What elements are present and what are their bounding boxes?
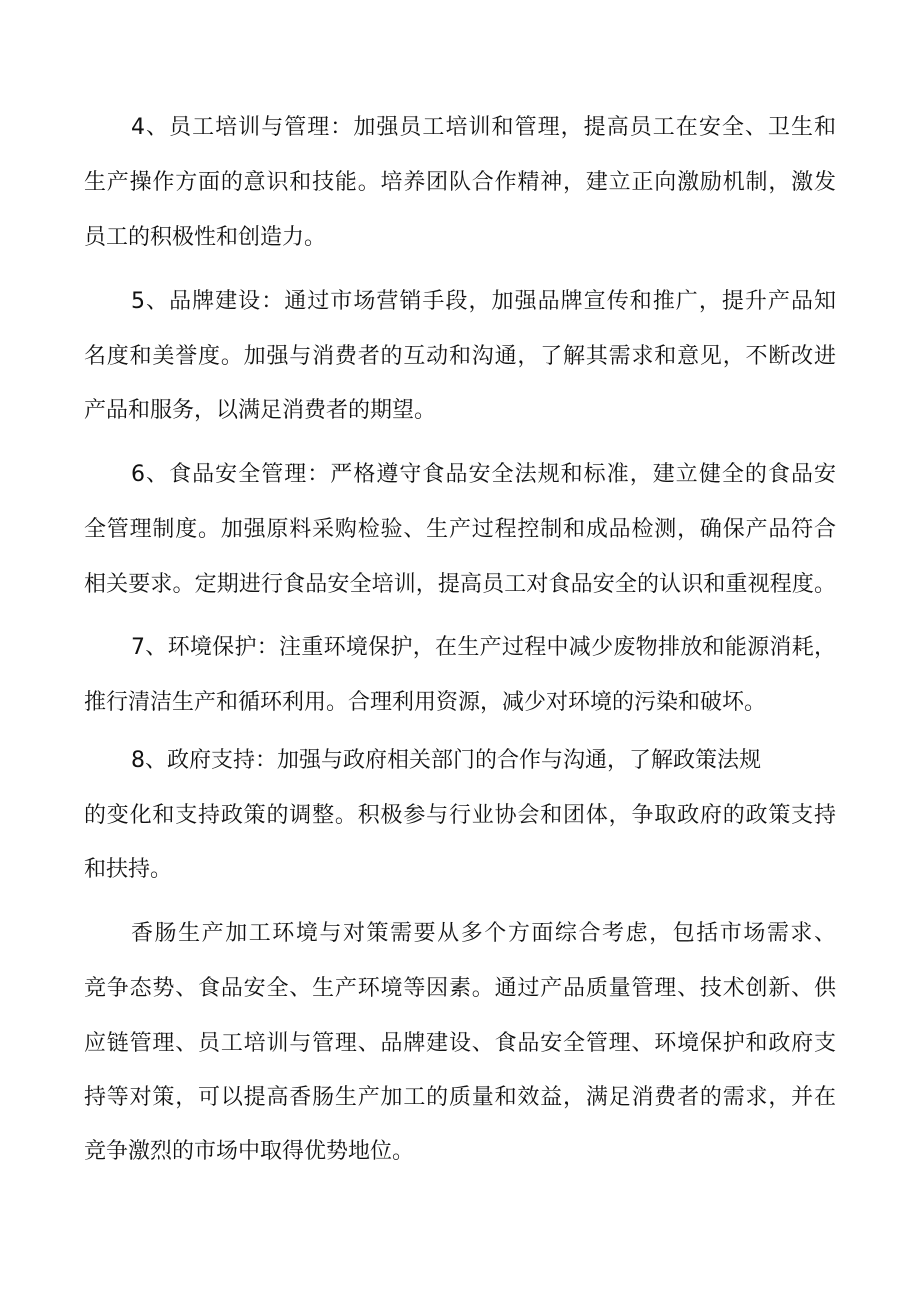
paragraph-item-6-line-3: 相关要求。定期进行食品安全培训，提高员工对食品安全的认识和重视程度。 bbox=[84, 572, 836, 597]
paragraph-item-5-line-1: 5、品牌建设：通过市场营销手段，加强品牌宣传和推广，提升产品知 bbox=[131, 289, 836, 314]
paragraph-item-4-line-1: 4、员工培训与管理：加强员工培训和管理，提高员工在安全、卫生和 bbox=[131, 115, 836, 140]
paragraph-item-4-line-3: 员工的积极性和创造力。 bbox=[84, 225, 327, 250]
paragraph-summary-line-1: 香肠生产加工环境与对策需要从多个方面综合考虑，包括市场需求、 bbox=[131, 921, 836, 946]
paragraph-summary-line-5: 竞争激烈的市场中取得优势地位。 bbox=[84, 1139, 415, 1164]
paragraph-item-5-line-2: 名度和美誉度。加强与消费者的互动和沟通，了解其需求和意见，不断改进 bbox=[84, 344, 836, 369]
paragraph-item-7-line-1: 7、环境保护：注重环境保护，在生产过程中减少废物排放和能源消耗， bbox=[131, 635, 836, 660]
paragraph-item-8-line-1: 8、政府支持：加强与政府相关部门的合作与沟通，了解政策法规 bbox=[131, 748, 761, 773]
paragraph-item-5-line-3: 产品和服务，以满足消费者的期望。 bbox=[84, 398, 437, 423]
paragraph-item-8-line-3: 和扶持。 bbox=[84, 857, 173, 882]
paragraph-summary-line-3: 应链管理、员工培训与管理、品牌建设、食品安全管理、环境保护和政府支 bbox=[84, 1031, 836, 1056]
paragraph-item-4-line-2: 生产操作方面的意识和技能。培养团队合作精神，建立正向激励机制，激发 bbox=[84, 170, 836, 195]
paragraph-item-6-line-2: 全管理制度。加强原料采购检验、生产过程控制和成品检测，确保产品符合 bbox=[84, 517, 836, 542]
paragraph-item-8-line-2: 的变化和支持政策的调整。积极参与行业协会和团体，争取政府的政策支持 bbox=[84, 803, 836, 828]
paragraph-item-7-line-2: 推行清洁生产和循环利用。合理利用资源，减少对环境的污染和破坏。 bbox=[84, 690, 767, 715]
paragraph-summary-line-4: 持等对策，可以提高香肠生产加工的质量和效益，满足消费者的需求，并在 bbox=[84, 1085, 836, 1110]
paragraph-item-6-line-1: 6、食品安全管理：严格遵守食品安全法规和标准，建立健全的食品安 bbox=[131, 462, 836, 487]
paragraph-summary-line-2: 竞争态势、食品安全、生产环境等因素。通过产品质量管理、技术创新、供 bbox=[84, 976, 836, 1001]
